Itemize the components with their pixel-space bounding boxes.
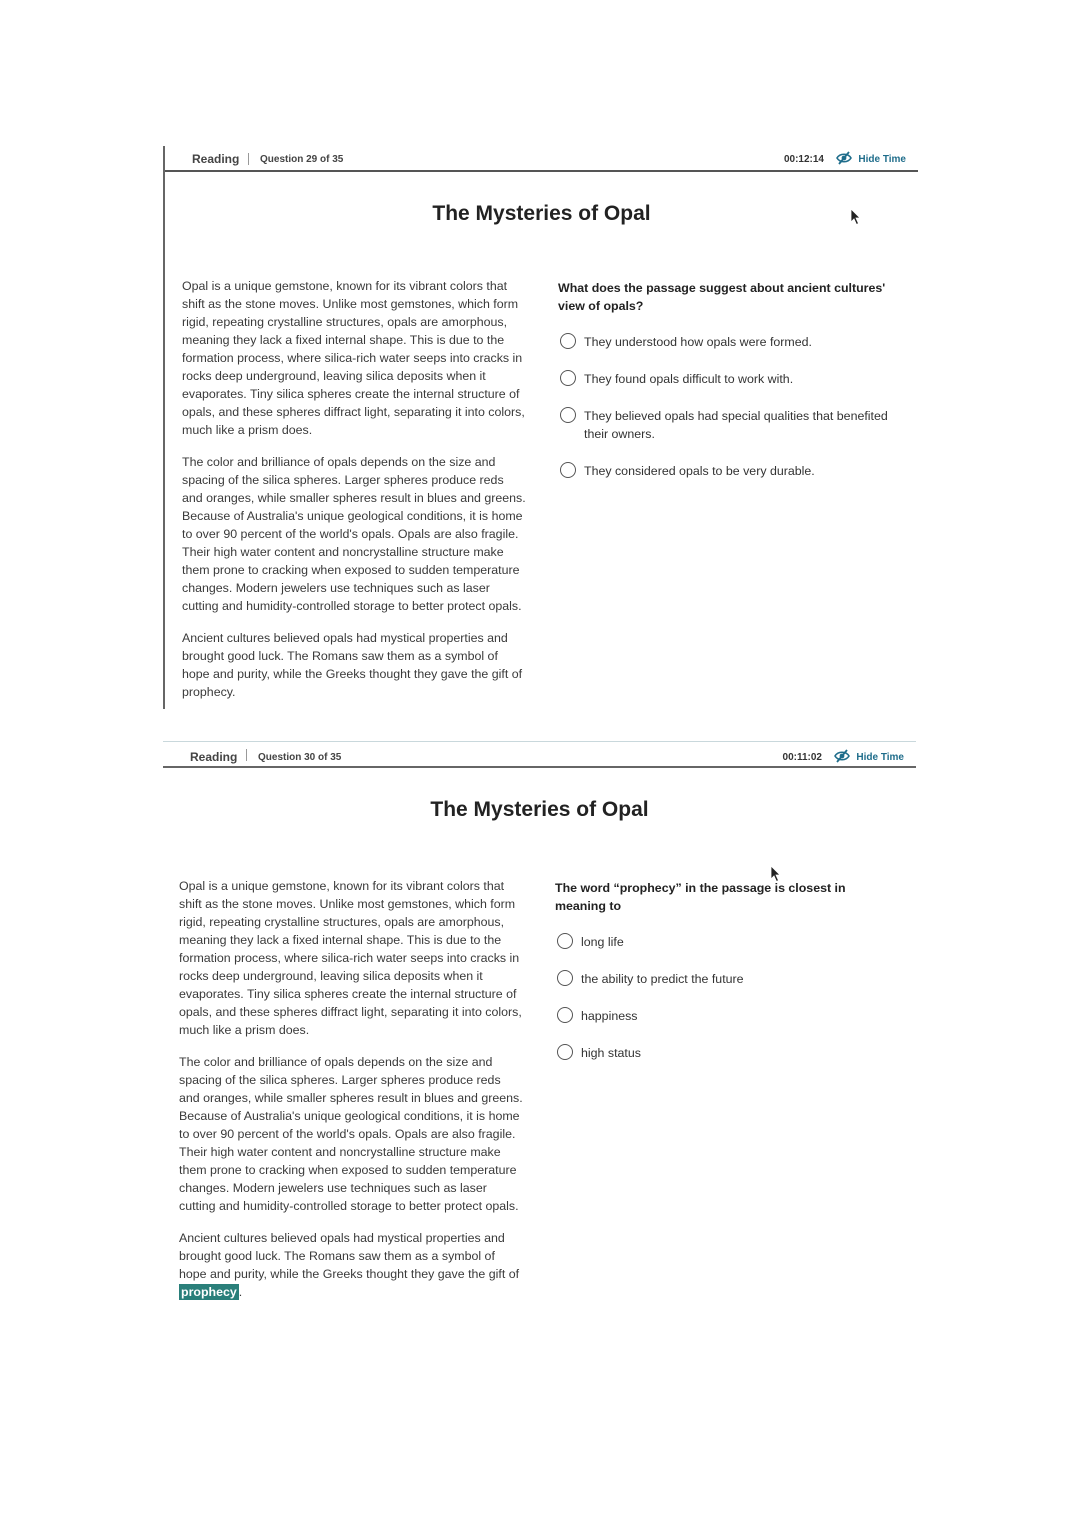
answer-option[interactable] (558, 462, 898, 480)
passage-title: The Mysteries of Opal (432, 202, 651, 225)
passage-text: Ancient cultures believed opals had mystical properties and brought good luck. The Romans saw them as a symbol of hope and purity, while the Greeks thought they gave the gift of (179, 1231, 520, 1281)
answer-option[interactable] (555, 1044, 895, 1062)
option-label: They understood how opals were formed. (584, 335, 812, 349)
answer-option[interactable] (555, 970, 895, 988)
top-bar (163, 742, 916, 768)
passage-paragraph: The color and brilliance of opals depends on the size and spacing of the silica spheres. Larger spheres produce reds and oranges, while smaller spheres result in blues and greens. Because of Australia's unique geological conditions, it is home to over 90 percent of the world's opals. Opals are also fragile. Their high water content and noncrystalline structure make them prone to cracking when exposed to sudden temperature changes. Modern jewelers use techniques such as laser cutting and humidity-controlled storage to better protect opals. (179, 1055, 523, 1213)
option-label: They believed opals had special qualities that benefited their owners. (584, 409, 888, 441)
radio-button[interactable] (557, 1044, 573, 1060)
radio-button[interactable] (560, 333, 576, 349)
section-label: Reading (190, 750, 238, 764)
question-counter: Question 29 of 35 (260, 154, 344, 165)
reading-passage (182, 277, 527, 715)
question-pane (558, 279, 898, 499)
question-text: What does the passage suggest about ancient cultures' view of opals? (558, 281, 886, 313)
option-label: high status (581, 1046, 641, 1060)
radio-button[interactable] (560, 462, 576, 478)
answer-option[interactable] (558, 407, 898, 443)
option-label: long life (581, 935, 624, 949)
divider (248, 153, 249, 165)
answer-option[interactable] (558, 333, 898, 351)
section-label: Reading (192, 152, 240, 166)
answer-option[interactable] (558, 370, 898, 388)
passage-paragraph: Opal is a unique gemstone, known for its vibrant colors that shift as the stone moves. Unlike most gemstones, which form rigid, repeating crystalline structures, opals are amorphous, meaning they lack a fixed internal shape. This is due to the formation process, where silica-rich water seeps into cracks in rocks deep underground, leaving silica deposits when it evaporates. Tiny silica spheres create the internal structure of opals, and these spheres diffract light, separating it into colors, much like a prism does. (182, 279, 525, 437)
passage-title: The Mysteries of Opal (430, 798, 649, 821)
passage-paragraph: The color and brilliance of opals depends on the size and spacing of the silica spheres. Larger spheres produce reds and oranges, while smaller spheres result in blues and greens. Because of Australia's unique geological conditions, it is home to over 90 percent of the world's opals. Opals are also fragile. Their high water content and noncrystalline structure make them prone to cracking when exposed to sudden temperature changes. Modern jewelers use techniques such as laser cutting and humidity-controlled storage to better protect opals. (182, 455, 526, 613)
option-label: happiness (581, 1009, 638, 1023)
hide-time-button[interactable]: Hide Time (856, 752, 904, 763)
passage-paragraph: Ancient cultures believed opals had mystical properties and brought good luck. The Romans saw them as a symbol of hope and purity, while the Greeks thought they gave the gift of prophecy. (182, 631, 523, 699)
question-pane (555, 879, 895, 1081)
option-label: They considered opals to be very durable. (584, 464, 815, 478)
test-screen-question-30 (163, 741, 916, 1309)
eye-slash-icon[interactable] (836, 150, 852, 166)
divider (246, 749, 247, 761)
passage-paragraph: Opal is a unique gemstone, known for its vibrant colors that shift as the stone moves. Unlike most gemstones, which form rigid, repeating crystalline structures, opals are amorphous, meaning they lack a fixed internal shape. This is due to the formation process, where silica-rich water seeps into cracks in rocks deep underground, leaving silica deposits when it evaporates. Tiny silica spheres create the internal structure of opals, and these spheres diffract light, separating it into colors, much like a prism does. (179, 879, 522, 1037)
radio-button[interactable] (557, 970, 573, 986)
hide-time-button[interactable]: Hide Time (858, 154, 906, 165)
option-label: They found opals difficult to work with. (584, 372, 794, 386)
eye-slash-icon[interactable] (834, 748, 850, 764)
radio-button[interactable] (557, 933, 573, 949)
passage-paragraph-last (179, 1229, 524, 1301)
option-label: the ability to predict the future (581, 972, 744, 986)
mouse-pointer-icon (850, 208, 862, 226)
question-counter: Question 30 of 35 (258, 752, 342, 763)
timer: 00:11:02 (782, 752, 822, 763)
sentence-end: . (238, 1285, 243, 1299)
radio-button[interactable] (557, 1007, 573, 1023)
answer-option[interactable] (555, 1007, 895, 1025)
radio-button[interactable] (560, 370, 576, 386)
reading-passage (179, 877, 524, 1315)
top-bar (165, 146, 918, 172)
highlighted-word: prophecy (181, 1285, 237, 1299)
test-screen-question-29 (163, 146, 918, 709)
question-text: The word “prophecy” in the passage is closest in meaning to (555, 881, 846, 913)
radio-button[interactable] (560, 407, 576, 423)
answer-option[interactable] (555, 933, 895, 951)
timer: 00:12:14 (783, 154, 824, 165)
